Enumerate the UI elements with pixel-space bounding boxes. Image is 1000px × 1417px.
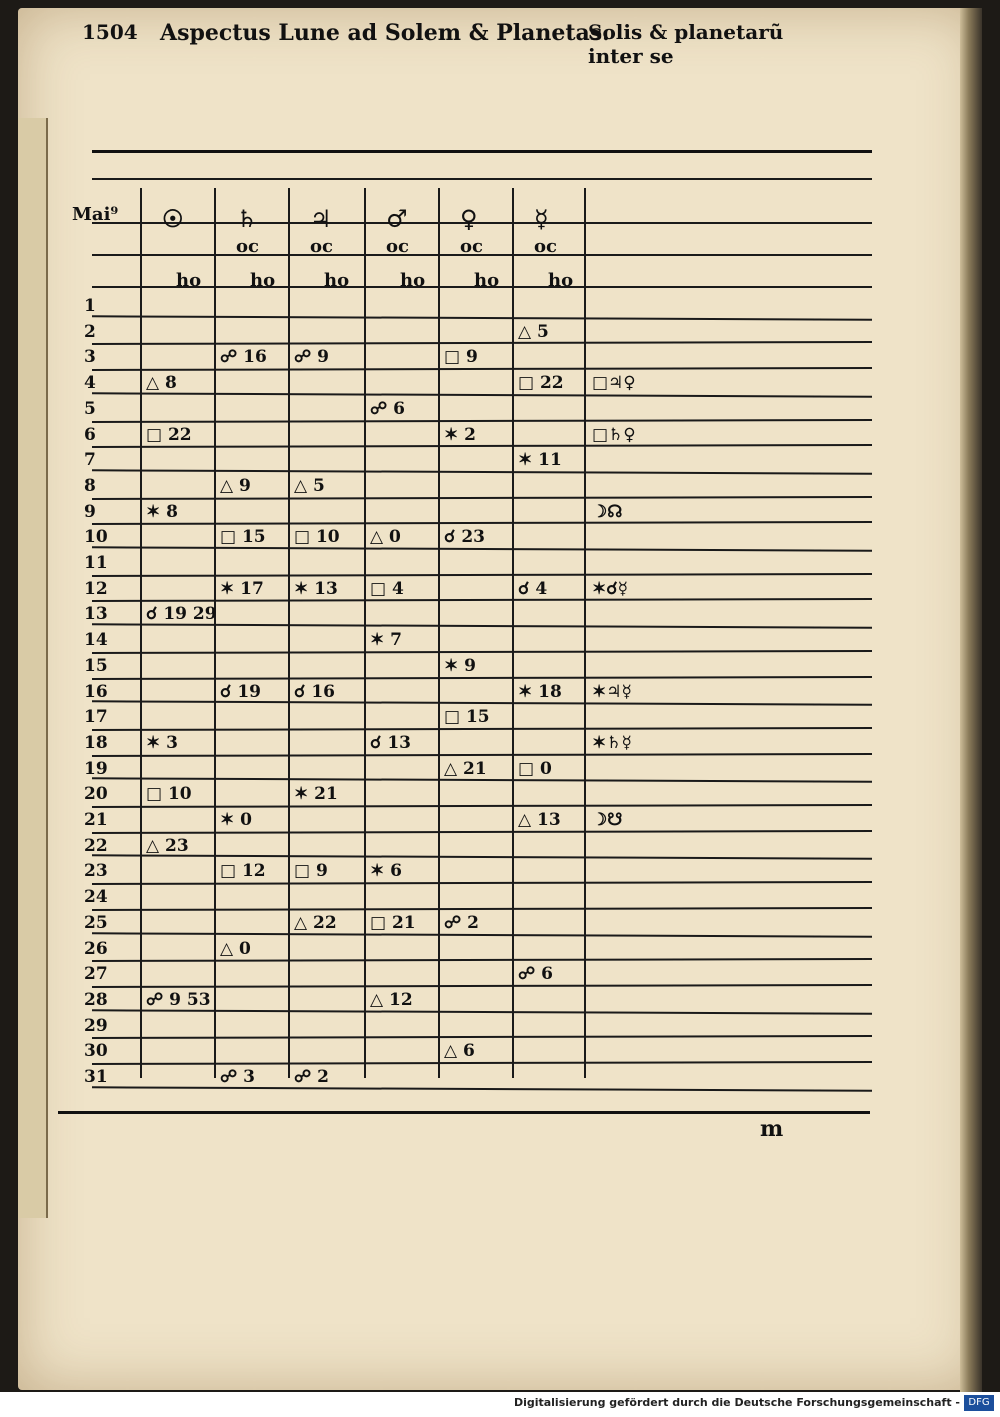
day-number-28: 28 xyxy=(84,989,108,1010)
hour-label-2: ho xyxy=(324,270,350,291)
planet-symbol-3: ♂ xyxy=(386,204,408,233)
day-number-21: 21 xyxy=(84,810,108,830)
aspect-cell: □ 10 xyxy=(146,784,192,805)
day-row-line-19 xyxy=(92,804,872,808)
day-number-4: 4 xyxy=(84,373,96,394)
day-row-line-5 xyxy=(92,444,872,448)
aspect-cell: △ 6 xyxy=(444,1041,475,1062)
day-number-8: 8 xyxy=(84,475,96,496)
column-divider-4 xyxy=(438,188,440,1078)
column-divider-5 xyxy=(512,188,514,1078)
day-number-7: 7 xyxy=(84,450,96,471)
aspect-cell: □♃♀ xyxy=(592,373,636,394)
day-row-line-24 xyxy=(92,932,872,937)
aspect-cell: □ 9 xyxy=(294,861,328,882)
aspect-cell: ☽☊ xyxy=(592,501,623,522)
day-row-line-14 xyxy=(92,675,872,679)
dfg-logo: DFG xyxy=(964,1395,994,1411)
aspect-cell: ☍ 6 xyxy=(370,398,405,419)
day-row-line-22 xyxy=(92,881,872,885)
day-number-3: 3 xyxy=(84,347,96,368)
day-row-line-0 xyxy=(92,315,872,320)
day-row-line-20 xyxy=(92,830,872,834)
aspect-cell: □ 9 xyxy=(444,347,478,368)
occident-label-0: oc xyxy=(236,236,259,257)
day-row-line-23 xyxy=(92,907,872,911)
aspect-cell: △ 5 xyxy=(518,321,549,342)
aspect-cell: △ 8 xyxy=(146,373,177,394)
facing-page-edge xyxy=(18,118,48,1218)
day-number-26: 26 xyxy=(84,938,108,959)
aspect-cell: □ 0 xyxy=(518,758,552,779)
day-number-18: 18 xyxy=(84,732,108,753)
planet-symbol-4: ♀ xyxy=(460,204,478,233)
day-number-2: 2 xyxy=(84,321,96,342)
aspect-cell: ☍ 2 xyxy=(294,1067,329,1087)
aspect-cell: □ 4 xyxy=(370,578,404,599)
day-number-6: 6 xyxy=(84,424,96,445)
hour-label-4: ho xyxy=(474,270,500,291)
signature-mark: m xyxy=(760,1116,784,1142)
year-label: 1504 xyxy=(82,20,138,44)
aspect-cell: ☍ 6 xyxy=(518,964,553,985)
occident-label-4: oc xyxy=(534,236,557,257)
hour-label-5: ho xyxy=(548,270,574,291)
day-number-30: 30 xyxy=(84,1041,108,1062)
day-row-line-10 xyxy=(92,573,872,577)
header-row-line-1 xyxy=(92,222,872,224)
day-row-line-7 xyxy=(92,496,872,500)
aspect-cell: ✶♄☿ xyxy=(592,732,632,753)
planet-symbol-5: ☿ xyxy=(534,204,549,233)
day-number-24: 24 xyxy=(84,887,108,908)
column-divider-6 xyxy=(584,188,586,1078)
header-rule xyxy=(92,150,872,153)
column-divider-3 xyxy=(364,188,366,1078)
day-row-line-26 xyxy=(92,984,872,988)
header-row-line-0 xyxy=(92,178,872,180)
planet-symbol-2: ♃ xyxy=(310,204,332,233)
day-number-27: 27 xyxy=(84,964,108,985)
aspect-cell: △ 22 xyxy=(294,912,337,933)
aspect-cell: ☍ 2 xyxy=(444,912,479,933)
aspect-cell: ☌ 4 xyxy=(518,578,548,599)
table-bottom-rule xyxy=(58,1111,870,1114)
aspect-cell: ✶ 17 xyxy=(220,578,264,599)
hour-label-3: ho xyxy=(400,270,426,291)
planet-symbol-1: ♄ xyxy=(236,204,258,233)
aspect-cell: ✶ 21 xyxy=(294,784,338,805)
aspect-cell: ☌ 19 29 xyxy=(146,604,217,625)
day-row-line-13 xyxy=(92,650,872,654)
aspect-cell: ☌ 13 xyxy=(370,732,411,753)
day-row-line-29 xyxy=(92,1061,872,1065)
credit-text: Digitalisierung gefördert durch die Deutsche Forschungsgemeinschaft - xyxy=(513,1396,960,1409)
day-row-line-3 xyxy=(92,392,872,397)
day-row-line-6 xyxy=(92,469,872,474)
day-number-14: 14 xyxy=(84,630,108,651)
aspect-cell: □ 22 xyxy=(146,424,192,445)
aspect-cell: ☌ 23 xyxy=(444,527,485,548)
day-number-19: 19 xyxy=(84,758,108,779)
day-number-16: 16 xyxy=(84,681,108,702)
aspect-cell: ✶ 11 xyxy=(518,450,562,471)
day-number-15: 15 xyxy=(84,655,108,676)
aspect-cell: ✶☌☿ xyxy=(592,578,629,599)
page-header xyxy=(50,16,820,68)
aspect-cell: ✶ 6 xyxy=(370,861,402,882)
aspect-cell: ☍ 9 53 xyxy=(146,989,211,1010)
occident-label-1: oc xyxy=(310,236,333,257)
aspect-cell: △ 12 xyxy=(370,989,413,1010)
aspect-cell: ☽☋ xyxy=(592,810,623,830)
aspect-cell: △ 5 xyxy=(294,475,325,496)
digitization-bar xyxy=(0,1392,1000,1417)
aspect-cell: ☌ 16 xyxy=(294,681,335,702)
aspect-cell: □ 12 xyxy=(220,861,266,882)
occident-label-3: oc xyxy=(460,236,483,257)
day-number-23: 23 xyxy=(84,861,108,882)
day-row-line-16 xyxy=(92,727,872,731)
day-number-1: 1 xyxy=(84,296,96,316)
day-number-20: 20 xyxy=(84,784,108,805)
aspect-cell: □ 21 xyxy=(370,912,416,933)
aspect-cell: ☍ 3 xyxy=(220,1067,255,1087)
aspect-cell: ✶ 0 xyxy=(220,810,252,830)
day-number-25: 25 xyxy=(84,912,108,933)
day-number-31: 31 xyxy=(84,1067,108,1087)
aspect-cell: △ 0 xyxy=(370,527,401,548)
day-row-line-21 xyxy=(92,855,872,860)
aspect-cell: □ 10 xyxy=(294,527,340,548)
aspect-cell: △ 0 xyxy=(220,938,251,959)
page-edge-shadow xyxy=(960,8,982,1398)
day-number-17: 17 xyxy=(84,707,108,728)
planet-symbol-0: ☉ xyxy=(162,204,184,233)
aspect-cell: ✶ 9 xyxy=(444,655,476,676)
aspect-cell: △ 9 xyxy=(220,475,251,496)
month-label: Mai⁹ xyxy=(72,204,119,225)
day-number-9: 9 xyxy=(84,501,96,522)
column-divider-1 xyxy=(214,188,216,1078)
aspect-cell: □♄♀ xyxy=(592,424,636,445)
day-number-22: 22 xyxy=(84,835,108,856)
aspect-cell: ✶ 13 xyxy=(294,578,338,599)
aspect-cell: △ 23 xyxy=(146,835,189,856)
aspect-cell: ✶ 3 xyxy=(146,732,178,753)
aspect-cell: △ 21 xyxy=(444,758,487,779)
day-row-line-8 xyxy=(92,521,872,525)
day-number-12: 12 xyxy=(84,578,108,599)
day-number-5: 5 xyxy=(84,398,96,419)
aspect-cell: ✶ 7 xyxy=(370,630,402,651)
book-page xyxy=(18,8,982,1390)
day-row-line-28 xyxy=(92,1035,872,1039)
day-row-line-2 xyxy=(92,367,872,371)
day-number-10: 10 xyxy=(84,527,108,548)
aspect-cell: ☍ 9 xyxy=(294,347,329,368)
aspect-cell: ✶ 8 xyxy=(146,501,178,522)
day-number-13: 13 xyxy=(84,604,108,625)
aspect-cell: □ 15 xyxy=(444,707,490,728)
occident-label-2: oc xyxy=(386,236,409,257)
day-row-line-11 xyxy=(92,598,872,602)
day-number-11: 11 xyxy=(84,553,108,573)
day-row-line-30 xyxy=(92,1086,872,1091)
hour-label-0: ho xyxy=(176,270,202,291)
aspect-cell: ✶ 18 xyxy=(518,681,562,702)
aspect-cell: ✶♃☿ xyxy=(592,681,632,702)
aspect-cell: □ 15 xyxy=(220,527,266,548)
column-divider-2 xyxy=(288,188,290,1078)
day-row-line-17 xyxy=(92,753,872,757)
aspect-cell: ☌ 19 xyxy=(220,681,261,702)
page-title: Aspectus Lune ad Solem & Planetas. xyxy=(160,20,610,46)
day-row-line-25 xyxy=(92,958,872,962)
day-row-line-15 xyxy=(92,700,872,705)
aspect-cell: ✶ 2 xyxy=(444,424,476,445)
aspect-cell: ☍ 16 xyxy=(220,347,267,368)
hour-label-1: ho xyxy=(250,270,276,291)
right-title: Solis & planetarũ inter se xyxy=(588,20,784,68)
aspect-cell: △ 13 xyxy=(518,810,561,830)
day-number-29: 29 xyxy=(84,1015,108,1036)
column-divider-0 xyxy=(140,188,142,1078)
day-row-line-4 xyxy=(92,418,872,422)
aspect-cell: □ 22 xyxy=(518,373,564,394)
day-row-line-1 xyxy=(92,341,872,345)
